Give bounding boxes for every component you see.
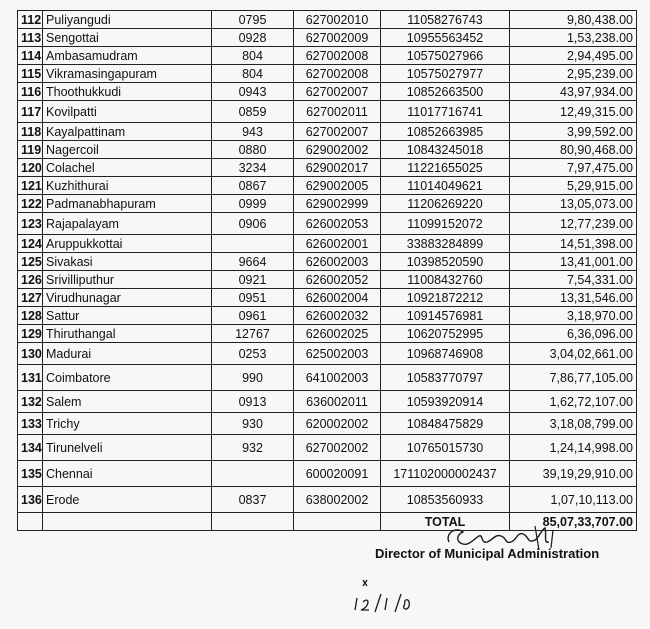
cell-name: Kayalpattinam: [43, 123, 212, 141]
cell-no: 124: [18, 235, 43, 253]
table-row: [18, 435, 637, 461]
cell-no: 122: [18, 195, 43, 213]
cell-amount: 2,94,495.00: [510, 47, 637, 65]
cell-account: 10968746908: [381, 343, 510, 365]
table-row: [18, 343, 637, 365]
total-amount: 85,07,33,707.00: [510, 513, 637, 531]
cell-name: Kuzhithurai: [43, 177, 212, 195]
cell-code: 12767: [212, 325, 294, 343]
cell-no: 113: [18, 29, 43, 47]
cell-account: 11221655025: [381, 159, 510, 177]
cell-account: 11017716741: [381, 101, 510, 123]
cell-account: 11014049621: [381, 177, 510, 195]
table-row: [18, 177, 637, 195]
table-row: [18, 391, 637, 413]
cell-account: 10955563452: [381, 29, 510, 47]
cell-account: 11008432760: [381, 271, 510, 289]
table-row: [18, 29, 637, 47]
cell-account: 10765015730: [381, 435, 510, 461]
cell-no: 128: [18, 307, 43, 325]
cell-no: 126: [18, 271, 43, 289]
cell-code: 0951: [212, 289, 294, 307]
cell-no: 119: [18, 141, 43, 159]
cell-code: 0999: [212, 195, 294, 213]
cell-name: Virudhunagar: [43, 289, 212, 307]
table-row: [18, 11, 637, 29]
cell-no: 129: [18, 325, 43, 343]
cell-name: Thoothukkudi: [43, 83, 212, 101]
cell-code: 0253: [212, 343, 294, 365]
designation-text: Director of Municipal Administration: [375, 546, 600, 561]
cell-name: Sengottai: [43, 29, 212, 47]
cell-name: Sattur: [43, 307, 212, 325]
cell-account: 10575027966: [381, 47, 510, 65]
cell-account: 10575027977: [381, 65, 510, 83]
cell-account: 10914576981: [381, 307, 510, 325]
cell-name: Srivilliputhur: [43, 271, 212, 289]
cell-amount: 1,62,72,107.00: [510, 391, 637, 413]
initial-mark: [345, 576, 425, 618]
cell-account: 171102000002437: [381, 461, 510, 487]
cell-code: 804: [212, 47, 294, 65]
cell-ulb: 629002002: [294, 141, 381, 159]
cell-amount: 7,54,331.00: [510, 271, 637, 289]
cell-ulb: 627002009: [294, 29, 381, 47]
cell-name: Puliyangudi: [43, 11, 212, 29]
cell-amount: 9,80,438.00: [510, 11, 637, 29]
cell-account: 10620752995: [381, 325, 510, 343]
cell-name: Nagercoil: [43, 141, 212, 159]
cell-amount: 14,51,398.00: [510, 235, 637, 253]
cell-ulb: 626002004: [294, 289, 381, 307]
cell-ulb: 629002017: [294, 159, 381, 177]
cell-amount: 1,53,238.00: [510, 29, 637, 47]
cell-name: Tirunelveli: [43, 435, 212, 461]
table-row: [18, 461, 637, 487]
cell-account: 10848475829: [381, 413, 510, 435]
cell-account: 10921872212: [381, 289, 510, 307]
cell-code: 0880: [212, 141, 294, 159]
cell-ulb: 641002003: [294, 365, 381, 391]
cell-no: 114: [18, 47, 43, 65]
cell-code: 0859: [212, 101, 294, 123]
table-row: [18, 213, 637, 235]
cell-account: 11206269220: [381, 195, 510, 213]
cell-no: 123: [18, 213, 43, 235]
cell-account: 10593920914: [381, 391, 510, 413]
table-row: [18, 365, 637, 391]
cell-ulb: 626002001: [294, 235, 381, 253]
cell-no: 135: [18, 461, 43, 487]
cell-name: Trichy: [43, 413, 212, 435]
cell-ulb: 627002007: [294, 123, 381, 141]
cell-amount: 80,90,468.00: [510, 141, 637, 159]
cell-no: 132: [18, 391, 43, 413]
cell-no: 127: [18, 289, 43, 307]
cell-code: 0906: [212, 213, 294, 235]
cell-no: 131: [18, 365, 43, 391]
cell-amount: 2,95,239.00: [510, 65, 637, 83]
cell-ulb: 600020091: [294, 461, 381, 487]
cell-no: 118: [18, 123, 43, 141]
cell-account: 10853560933: [381, 487, 510, 513]
table-row: [18, 123, 637, 141]
cell-ulb: 627002007: [294, 83, 381, 101]
cell-name: Vikramasingapuram: [43, 65, 212, 83]
cell-code: 0913: [212, 391, 294, 413]
cell-code: 0943: [212, 83, 294, 101]
cell-name: Ambasamudram: [43, 47, 212, 65]
cell-code: 943: [212, 123, 294, 141]
cell-no: 117: [18, 101, 43, 123]
cell-ulb: 627002010: [294, 11, 381, 29]
cell-code: 0961: [212, 307, 294, 325]
cell-ulb: 627002008: [294, 47, 381, 65]
cell-name: Madurai: [43, 343, 212, 365]
cell-no: 130: [18, 343, 43, 365]
cell-code: [212, 461, 294, 487]
cell-amount: 12,77,239.00: [510, 213, 637, 235]
table-row: [18, 65, 637, 83]
cell-amount: 39,19,29,910.00: [510, 461, 637, 487]
cell-ulb: 629002005: [294, 177, 381, 195]
table-row: [18, 289, 637, 307]
cell-name: Sivakasi: [43, 253, 212, 271]
cell-ulb: 636002011: [294, 391, 381, 413]
cell-no: 112: [18, 11, 43, 29]
cell-amount: 3,04,02,661.00: [510, 343, 637, 365]
cell-name: Padmanabhapuram: [43, 195, 212, 213]
cell-code: 0921: [212, 271, 294, 289]
cell-name: Coimbatore: [43, 365, 212, 391]
cell-code: 0867: [212, 177, 294, 195]
cell-ulb: 627002002: [294, 435, 381, 461]
cell-code: 0928: [212, 29, 294, 47]
cell-code: 930: [212, 413, 294, 435]
cell-no: 115: [18, 65, 43, 83]
table-row: [18, 159, 637, 177]
cell-ulb: 627002008: [294, 65, 381, 83]
table-row: [18, 141, 637, 159]
cell-amount: 43,97,934.00: [510, 83, 637, 101]
cell-no: 133: [18, 413, 43, 435]
cell-name: Thiruthangal: [43, 325, 212, 343]
cell-code: 932: [212, 435, 294, 461]
cell-ulb: 638002002: [294, 487, 381, 513]
cell-code: 9664: [212, 253, 294, 271]
cell-code: 0795: [212, 11, 294, 29]
cell-no: 121: [18, 177, 43, 195]
cell-code: 3234: [212, 159, 294, 177]
table-row: [18, 235, 637, 253]
cell-account: 33883284899: [381, 235, 510, 253]
cell-account: 10843245018: [381, 141, 510, 159]
cell-no: 136: [18, 487, 43, 513]
cell-ulb: 620002002: [294, 413, 381, 435]
cell-account: 11058276743: [381, 11, 510, 29]
cell-name: Salem: [43, 391, 212, 413]
cell-no: 116: [18, 83, 43, 101]
cell-no: 134: [18, 435, 43, 461]
table-row: [18, 307, 637, 325]
cell-account: 11099152072: [381, 213, 510, 235]
cell-amount: 6,36,096.00: [510, 325, 637, 343]
cell-account: 10852663985: [381, 123, 510, 141]
cell-code: 0837: [212, 487, 294, 513]
table-row: [18, 253, 637, 271]
allocation-table: [17, 10, 637, 531]
cell-name: Erode: [43, 487, 212, 513]
cell-ulb: 626002053: [294, 213, 381, 235]
table-row: [18, 325, 637, 343]
cell-amount: 5,29,915.00: [510, 177, 637, 195]
cell-ulb: 626002052: [294, 271, 381, 289]
cell-ulb: 627002011: [294, 101, 381, 123]
table-row: [18, 101, 637, 123]
cell-amount: 7,97,475.00: [510, 159, 637, 177]
total-label: TOTAL: [381, 513, 510, 531]
cell-amount: 3,18,08,799.00: [510, 413, 637, 435]
table-row: [18, 47, 637, 65]
cell-ulb: 625002003: [294, 343, 381, 365]
cell-name: Chennai: [43, 461, 212, 487]
table-row: [18, 195, 637, 213]
table-row: [18, 83, 637, 101]
cell-account: 10852663500: [381, 83, 510, 101]
cell-name: Aruppukkottai: [43, 235, 212, 253]
table-row: [18, 487, 637, 513]
cell-ulb: 626002003: [294, 253, 381, 271]
cell-amount: 1,07,10,113.00: [510, 487, 637, 513]
cell-ulb: 626002025: [294, 325, 381, 343]
cell-no: 120: [18, 159, 43, 177]
cell-amount: 1,24,14,998.00: [510, 435, 637, 461]
cell-code: 804: [212, 65, 294, 83]
table-row: [18, 413, 637, 435]
cell-amount: 7,86,77,105.00: [510, 365, 637, 391]
cell-account: 10398520590: [381, 253, 510, 271]
cell-name: Rajapalayam: [43, 213, 212, 235]
cell-name: Colachel: [43, 159, 212, 177]
cell-amount: 12,49,315.00: [510, 101, 637, 123]
cell-code: [212, 235, 294, 253]
cell-no: 125: [18, 253, 43, 271]
cell-code: 990: [212, 365, 294, 391]
cell-amount: 3,18,970.00: [510, 307, 637, 325]
table-body: [18, 11, 637, 531]
table-row: [18, 271, 637, 289]
cell-account: 10583770797: [381, 365, 510, 391]
cell-amount: 3,99,592.00: [510, 123, 637, 141]
cell-amount: 13,05,073.00: [510, 195, 637, 213]
cell-name: Kovilpatti: [43, 101, 212, 123]
cell-amount: 13,31,546.00: [510, 289, 637, 307]
cell-ulb: 626002032: [294, 307, 381, 325]
cell-ulb: 629002999: [294, 195, 381, 213]
cell-amount: 13,41,001.00: [510, 253, 637, 271]
